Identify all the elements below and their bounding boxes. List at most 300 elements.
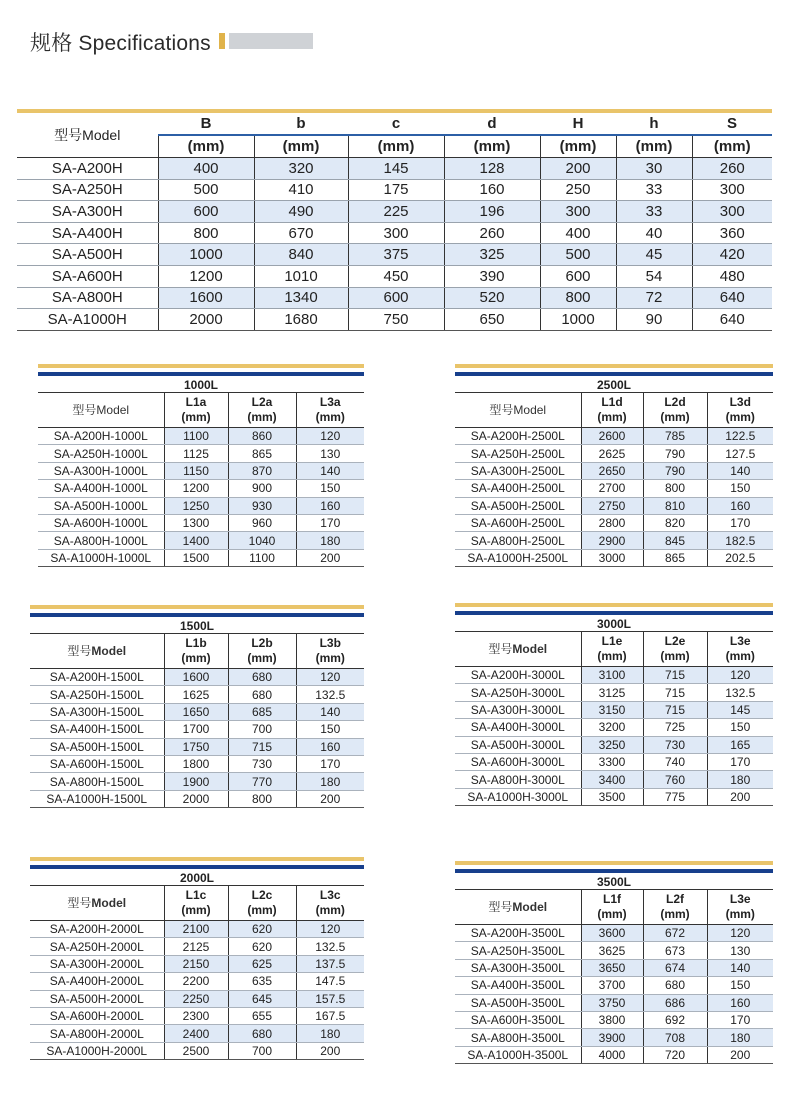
model-header-cn: 型号 [488,899,513,914]
dim-unit: (mm) [660,907,690,921]
model-cell: SA-A500H-2000L [30,990,164,1007]
table-row [30,790,364,807]
dim-label: L3e [729,892,751,906]
title-decorative-bar [229,33,313,49]
table-row [30,1042,364,1059]
table-body [455,667,773,806]
gold-rule [455,364,773,368]
value-cell: 600 [158,201,254,223]
dim-header [643,890,707,925]
value-cell: 1200 [158,265,254,287]
table-body [455,925,773,1064]
value-cell: 2150 [164,955,228,972]
model-header-cn: 型号 [67,643,92,658]
table-row [38,532,364,549]
value-cell: 147.5 [296,973,364,990]
value-cell: 137.5 [296,955,364,972]
value-cell: 715 [228,738,296,755]
table-caption: 1500L [30,617,364,634]
model-cell: SA-A800H-3000L [455,771,581,788]
main-unit-header: (mm) [444,135,540,158]
main-col-header: b [296,115,306,132]
value-cell: 680 [228,1025,296,1042]
value-cell: 1125 [164,445,228,462]
value-cell: 375 [348,244,444,266]
model-cell: SA-A200H-3500L [455,925,581,942]
value-cell: 165 [707,736,773,753]
value-cell: 33 [616,179,692,201]
value-cell: 715 [643,684,707,701]
model-header [455,632,581,667]
value-cell: 3625 [581,942,643,959]
value-cell: 900 [228,480,296,497]
value-cell: 3900 [581,1029,643,1046]
model-cell: SA-A1000H-3500L [455,1046,581,1063]
main-unit-header: (mm) [348,135,444,158]
table-row [17,244,772,266]
dim-unit: (mm) [725,410,755,424]
value-cell: 150 [707,977,773,994]
model-header-text: 型号Model [72,402,130,417]
model-cell: SA-A200H-1000L [38,428,164,445]
value-cell: 2500 [164,1042,228,1059]
gold-rule [455,861,773,865]
value-cell: 175 [348,179,444,201]
dim-header [707,393,773,428]
value-cell: 730 [228,755,296,772]
dim-unit: (mm) [597,907,627,921]
main-unit-header: (mm) [540,135,616,158]
value-cell: 3750 [581,994,643,1011]
table-row [38,462,364,479]
value-cell: 160 [296,497,364,514]
value-cell: 180 [296,773,364,790]
value-cell: 120 [296,669,364,686]
table-row [17,158,772,180]
table-row [38,445,364,462]
dim-header [296,634,364,669]
model-header [30,634,164,669]
table-2500l [455,364,773,567]
table-1500l [30,605,364,808]
main-col-header: B [200,115,212,132]
dim-unit: (mm) [247,903,277,917]
value-cell: 600 [348,287,444,309]
value-cell: 740 [643,753,707,770]
table-row [17,309,772,331]
dim-unit: (mm) [597,410,627,424]
dim-header [643,632,707,667]
value-cell: 700 [228,721,296,738]
table-row [455,549,773,566]
model-cell: SA-A800H-1000L [38,532,164,549]
value-cell: 930 [228,497,296,514]
model-cell: SA-A500H-1500L [30,738,164,755]
dim-unit: (mm) [725,649,755,663]
table-1000l [38,364,364,567]
value-cell: 3000 [581,549,643,566]
value-cell: 1000 [540,309,616,331]
value-cell: 2800 [581,514,643,531]
value-cell: 132.5 [296,686,364,703]
value-cell: 140 [707,959,773,976]
value-cell: 673 [643,942,707,959]
value-cell: 132.5 [296,938,364,955]
model-header-en: Model [91,643,127,658]
dim-label: L1e [601,634,623,648]
value-cell: 680 [228,686,296,703]
value-cell: 160 [707,497,773,514]
dim-label: L1d [601,395,623,409]
model-cell: SA-A800H-3500L [455,1029,581,1046]
dim-unit: (mm) [660,649,690,663]
value-cell: 640 [692,309,772,331]
value-cell: 200 [540,158,616,180]
value-cell: 360 [692,222,772,244]
main-unit-header: (mm) [692,135,772,158]
page-title: 规格 Specifications [30,32,211,55]
dim-unit: (mm) [181,651,211,665]
value-cell: 1300 [164,514,228,531]
gold-rule [455,603,773,607]
value-cell: 785 [643,428,707,445]
value-cell: 708 [643,1029,707,1046]
value-cell: 960 [228,514,296,531]
table-row [38,497,364,514]
value-cell: 775 [643,788,707,805]
model-cell: SA-A250H [17,179,158,201]
dim-label: L2c [251,888,273,902]
table-row [17,179,772,201]
value-cell: 2000 [158,309,254,331]
value-cell: 2125 [164,938,228,955]
model-cell: SA-A1000H-2000L [30,1042,164,1059]
table-row [455,497,773,514]
value-cell: 3100 [581,667,643,684]
table-row [30,990,364,1007]
value-cell: 640 [692,287,772,309]
value-cell: 450 [348,265,444,287]
dim-header [164,886,228,921]
gold-rule [30,857,364,861]
dim-header [228,634,296,669]
value-cell: 3125 [581,684,643,701]
model-cell: SA-A300H-3500L [455,959,581,976]
value-cell: 845 [643,532,707,549]
dim-header [581,393,643,428]
value-cell: 1100 [228,549,296,566]
value-cell: 500 [540,244,616,266]
value-cell: 2200 [164,973,228,990]
model-cell: SA-A500H [17,244,158,266]
value-cell: 1100 [164,428,228,445]
value-cell: 3600 [581,925,643,942]
dim-header [643,393,707,428]
table-row [30,773,364,790]
value-cell: 54 [616,265,692,287]
value-cell: 120 [707,667,773,684]
value-cell: 72 [616,287,692,309]
model-cell: SA-A200H-3000L [455,667,581,684]
value-cell: 490 [254,201,348,223]
value-cell: 680 [643,977,707,994]
model-cell: SA-A300H-2000L [30,955,164,972]
dim-label: L2a [251,395,273,409]
value-cell: 2000 [164,790,228,807]
table-row [455,1011,773,1028]
value-cell: 3200 [581,719,643,736]
value-cell: 200 [296,549,364,566]
value-cell: 2700 [581,480,643,497]
table-row [30,686,364,703]
value-cell: 180 [707,1029,773,1046]
main-unit-header: (mm) [254,135,348,158]
model-cell: SA-A1000H-2500L [455,549,581,566]
value-cell: 157.5 [296,990,364,1007]
value-cell: 2250 [164,990,228,1007]
value-cell: 725 [643,719,707,736]
value-cell: 3800 [581,1011,643,1028]
dim-header [164,634,228,669]
model-cell: SA-A300H [17,201,158,223]
value-cell: 1800 [164,755,228,772]
value-cell: 170 [707,753,773,770]
value-cell: 770 [228,773,296,790]
value-cell: 120 [296,428,364,445]
table-row [30,703,364,720]
table-row [17,265,772,287]
dim-unit: (mm) [247,410,277,424]
main-col-header: c [391,115,401,132]
value-cell: 145 [707,701,773,718]
value-cell: 730 [643,736,707,753]
value-cell: 720 [643,1046,707,1063]
model-cell: SA-A200H-2500L [455,428,581,445]
model-cell: SA-A800H-2500L [455,532,581,549]
table-row [38,480,364,497]
dim-label: L1b [185,636,207,650]
value-cell: 860 [228,428,296,445]
value-cell: 800 [158,222,254,244]
table-row [30,755,364,772]
value-cell: 300 [540,201,616,223]
value-cell: 870 [228,462,296,479]
value-cell: 1340 [254,287,348,309]
value-cell: 167.5 [296,1007,364,1024]
value-cell: 2750 [581,497,643,514]
model-cell: SA-A250H-2500L [455,445,581,462]
value-cell: 400 [158,158,254,180]
model-cell: SA-A500H-2500L [455,497,581,514]
model-header-text: 型号Model [489,402,547,417]
table-row [455,1029,773,1046]
value-cell: 200 [296,790,364,807]
dim-header [228,886,296,921]
value-cell: 33 [616,201,692,223]
model-cell: SA-A600H-3500L [455,1011,581,1028]
model-cell: SA-A600H [17,265,158,287]
value-cell: 1250 [164,497,228,514]
table-row [455,667,773,684]
value-cell: 800 [228,790,296,807]
model-header [38,393,164,428]
value-cell: 840 [254,244,348,266]
value-cell: 2625 [581,445,643,462]
dim-label: L3c [319,888,341,902]
value-cell: 600 [540,265,616,287]
table-row [30,669,364,686]
model-header-cn: 型号 [488,641,513,656]
value-cell: 150 [296,721,364,738]
model-cell: SA-A600H-1500L [30,755,164,772]
table-row [455,977,773,994]
value-cell: 1040 [228,532,296,549]
value-cell: 200 [707,788,773,805]
title-accent-mark [219,33,225,49]
value-cell: 140 [296,462,364,479]
dim-label: L1c [185,888,207,902]
table-row [455,994,773,1011]
value-cell: 1625 [164,686,228,703]
table-body [38,428,364,567]
value-cell: 1650 [164,703,228,720]
value-cell: 160 [296,738,364,755]
main-unit-header: (mm) [616,135,692,158]
table-row [30,973,364,990]
value-cell: 120 [707,925,773,942]
model-header [455,393,581,428]
value-cell: 865 [228,445,296,462]
model-cell: SA-A300H-1500L [30,703,164,720]
table-3500l [455,861,773,1064]
table-row [455,514,773,531]
value-cell: 182.5 [707,532,773,549]
value-cell: 2400 [164,1025,228,1042]
dim-header [707,632,773,667]
value-cell: 150 [707,480,773,497]
model-cell: SA-A200H [17,158,158,180]
value-cell: 790 [643,462,707,479]
value-cell: 3300 [581,753,643,770]
model-cell: SA-A400H-1000L [38,480,164,497]
dim-header [164,393,228,428]
model-cell: SA-A800H [17,287,158,309]
value-cell: 650 [444,309,540,331]
value-cell: 170 [296,514,364,531]
value-cell: 300 [692,201,772,223]
value-cell: 820 [643,514,707,531]
value-cell: 250 [540,179,616,201]
value-cell: 2100 [164,921,228,938]
dim-unit: (mm) [660,410,690,424]
table-row [455,462,773,479]
value-cell: 140 [296,703,364,720]
table-caption: 2000L [30,869,364,886]
value-cell: 325 [444,244,540,266]
table-row [455,771,773,788]
dim-label: L3d [729,395,751,409]
value-cell: 150 [707,719,773,736]
value-cell: 160 [444,179,540,201]
value-cell: 692 [643,1011,707,1028]
model-header-en: Model [91,895,127,910]
dim-unit: (mm) [315,651,345,665]
value-cell: 810 [643,497,707,514]
value-cell: 390 [444,265,540,287]
table-row [17,201,772,223]
model-cell: SA-A400H-3500L [455,977,581,994]
value-cell: 4000 [581,1046,643,1063]
dim-label: L2d [664,395,686,409]
value-cell: 3250 [581,736,643,753]
table-row [38,428,364,445]
value-cell: 410 [254,179,348,201]
model-cell: SA-A200H-1500L [30,669,164,686]
table-row [455,1046,773,1063]
value-cell: 790 [643,445,707,462]
model-header-en: Model [512,641,548,656]
value-cell: 1150 [164,462,228,479]
value-cell: 2300 [164,1007,228,1024]
value-cell: 2600 [581,428,643,445]
model-cell: SA-A600H-1000L [38,514,164,531]
dim-unit: (mm) [597,649,627,663]
value-cell: 645 [228,990,296,1007]
value-cell: 1680 [254,309,348,331]
dim-unit: (mm) [181,410,211,424]
value-cell: 700 [228,1042,296,1059]
value-cell: 140 [707,462,773,479]
value-cell: 1010 [254,265,348,287]
table-row [455,701,773,718]
value-cell: 620 [228,921,296,938]
model-cell: SA-A600H-2500L [455,514,581,531]
model-cell: SA-A400H-3000L [455,719,581,736]
value-cell: 500 [158,179,254,201]
value-cell: 420 [692,244,772,266]
table-body [30,921,364,1060]
table-row [455,788,773,805]
gold-rule [30,605,364,609]
value-cell: 260 [444,222,540,244]
model-cell: SA-A800H-1500L [30,773,164,790]
value-cell: 672 [643,925,707,942]
dim-header [228,393,296,428]
table-row [17,287,772,309]
table-caption: 3000L [455,615,773,632]
table-row [455,445,773,462]
value-cell: 128 [444,158,540,180]
value-cell: 480 [692,265,772,287]
dim-label: L3e [729,634,751,648]
value-cell: 1700 [164,721,228,738]
model-cell: SA-A600H-2000L [30,1007,164,1024]
value-cell: 3700 [581,977,643,994]
dim-label: L3a [319,395,341,409]
value-cell: 520 [444,287,540,309]
dim-header [296,886,364,921]
value-cell: 1000 [158,244,254,266]
dim-unit: (mm) [315,410,345,424]
dim-header [707,890,773,925]
dim-header [296,393,364,428]
table-row [30,938,364,955]
value-cell: 680 [228,669,296,686]
value-cell: 715 [643,701,707,718]
dim-label: L3b [319,636,341,650]
value-cell: 655 [228,1007,296,1024]
model-cell: SA-A300H-3000L [455,701,581,718]
